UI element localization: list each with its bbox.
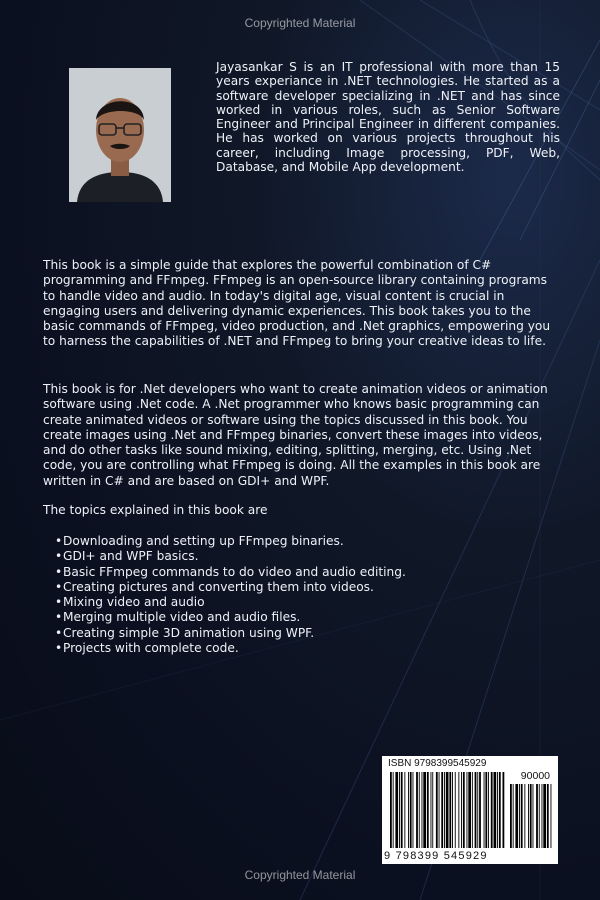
bullet-icon: • [55, 625, 63, 640]
bullet-icon: • [55, 534, 63, 548]
barcode-bar [551, 784, 552, 848]
book-description-paragraph-1: This book is a simple guide that explores the powerful combination of C# programming and FFmpeg. FFmpeg is an open-source library containing programs to handle video and audio. In today's digital age, visual content is crucial in engaging users and delivering dynamic experiences. This book takes you to the basic commands of FFmpeg, video production, and .Net graphics, empowering you to harness the capabilities of .NET and FFmpeg to bring your creative ideas to life. [43, 258, 551, 349]
barcode-bar [477, 772, 478, 848]
author-photo [69, 68, 171, 202]
bullet-icon: • [55, 549, 63, 564]
barcode-bar [530, 784, 532, 848]
ean-digits: 9 798399 545929 [384, 850, 488, 862]
topic-item: • Projects with complete code. [55, 641, 239, 656]
barcode-bar [455, 772, 456, 848]
bullet-icon: • [55, 595, 63, 610]
barcode-bar [497, 772, 498, 848]
barcode-bar [533, 784, 534, 848]
barcode-bar [479, 772, 481, 848]
book-description-paragraph-2: This book is for .Net developers who want to create animation videos or animation software using .Net code. A .Net programmer who knows basic programming can create animated videos or software using the topics discussed in this book. You create images using .Net and FFmpeg binaries, convert these images into videos, and do other tasks like sound mixing, editing, splitting, merging, etc. Using .Net code, you are controlling what FFmpeg is doing. All the examples in this book are written in C# and are based on GDI+ and WPF. [43, 382, 548, 488]
topic-item: • Downloading and setting up FFmpeg binaries. [55, 534, 344, 548]
barcode-bar [524, 784, 525, 848]
copyright-watermark-top: Copyrighted Material [244, 16, 356, 30]
barcode-bar [401, 772, 403, 848]
barcode-bar [528, 784, 529, 848]
isbn-label: ISBN 9798399545929 [388, 758, 487, 769]
bullet-icon: • [55, 610, 63, 625]
barcode-bar [539, 784, 540, 848]
barcode-bar [494, 772, 497, 848]
barcode-bar [413, 772, 414, 848]
barcode-bar [521, 784, 523, 848]
barcode-bar [416, 772, 418, 848]
barcode-bar [395, 772, 398, 848]
copyright-watermark-bottom: Copyrighted Material [244, 868, 356, 882]
barcode-bar [446, 772, 449, 848]
barcode-bar [519, 784, 520, 848]
topic-item: • Creating simple 3D animation using WPF. [55, 625, 315, 640]
barcode-bar [399, 772, 400, 848]
barcode-bar [475, 772, 477, 848]
topic-item: • Creating pictures and converting them into videos. [55, 579, 374, 594]
barcode-bar [436, 772, 438, 848]
barcode-bar [393, 772, 394, 848]
barcode-bar [441, 772, 443, 848]
topic-item: • Merging multiple video and audio files. [55, 610, 301, 625]
barcode-bar [449, 772, 451, 848]
topics-heading: The topics explained in this book are [43, 503, 268, 517]
barcode-bar [510, 784, 512, 848]
barcode-bar [431, 772, 432, 848]
barcode-bar [515, 784, 518, 848]
topic-item: • GDI+ and WPF basics. [55, 549, 199, 564]
barcode-bar [484, 772, 485, 848]
barcode-bar [491, 772, 493, 848]
barcode-bar [488, 772, 489, 848]
barcode-bar [410, 772, 412, 848]
bullet-icon: • [55, 641, 63, 656]
bullet-icon: • [55, 579, 63, 594]
barcode-bar [503, 772, 505, 848]
barcode-bar [432, 772, 433, 848]
barcode-bar [513, 784, 514, 848]
barcode-bar [427, 772, 429, 848]
barcode-bar [408, 772, 409, 848]
isbn-barcode [382, 756, 558, 864]
barcode-bar [468, 772, 471, 848]
barcode-bar [461, 772, 462, 848]
author-bio: Jayasankar S is an IT professional with more than 15 years experiance in .NET technologies. He started as a software developer specializing in .NET and has since worked in various roles, such as Senior Software Engineer and Principal Engineer in different companies. He has worked on various projects throughout his career, including Image processing, PDF, Web, Database, and Mobile App development. [216, 60, 560, 175]
barcode-bar [390, 772, 392, 848]
barcode-bar [422, 772, 423, 848]
barcode-bar [404, 772, 405, 848]
barcode-bar [458, 772, 459, 848]
barcode-bar [547, 784, 549, 848]
bullet-icon: • [55, 564, 63, 579]
barcode-bar [536, 784, 538, 848]
barcode-bar [439, 772, 440, 848]
barcode-bar [543, 784, 546, 848]
barcode-bar [485, 772, 487, 848]
topic-item: • Mixing video and audio [55, 595, 205, 610]
price-code: 90000 [520, 770, 550, 782]
barcode-bar [467, 772, 468, 848]
barcode-bar [463, 772, 465, 848]
barcode-bar [423, 772, 426, 848]
barcode-bar [499, 772, 501, 848]
barcode-bar [472, 772, 473, 848]
barcode-bar [444, 772, 445, 848]
barcode-bar [542, 784, 543, 848]
barcode-bar [419, 772, 420, 848]
topics-list [55, 534, 406, 656]
barcode-bar [452, 772, 453, 848]
topic-item: • Basic FFmpeg commands to do video and audio editing. [55, 564, 406, 579]
